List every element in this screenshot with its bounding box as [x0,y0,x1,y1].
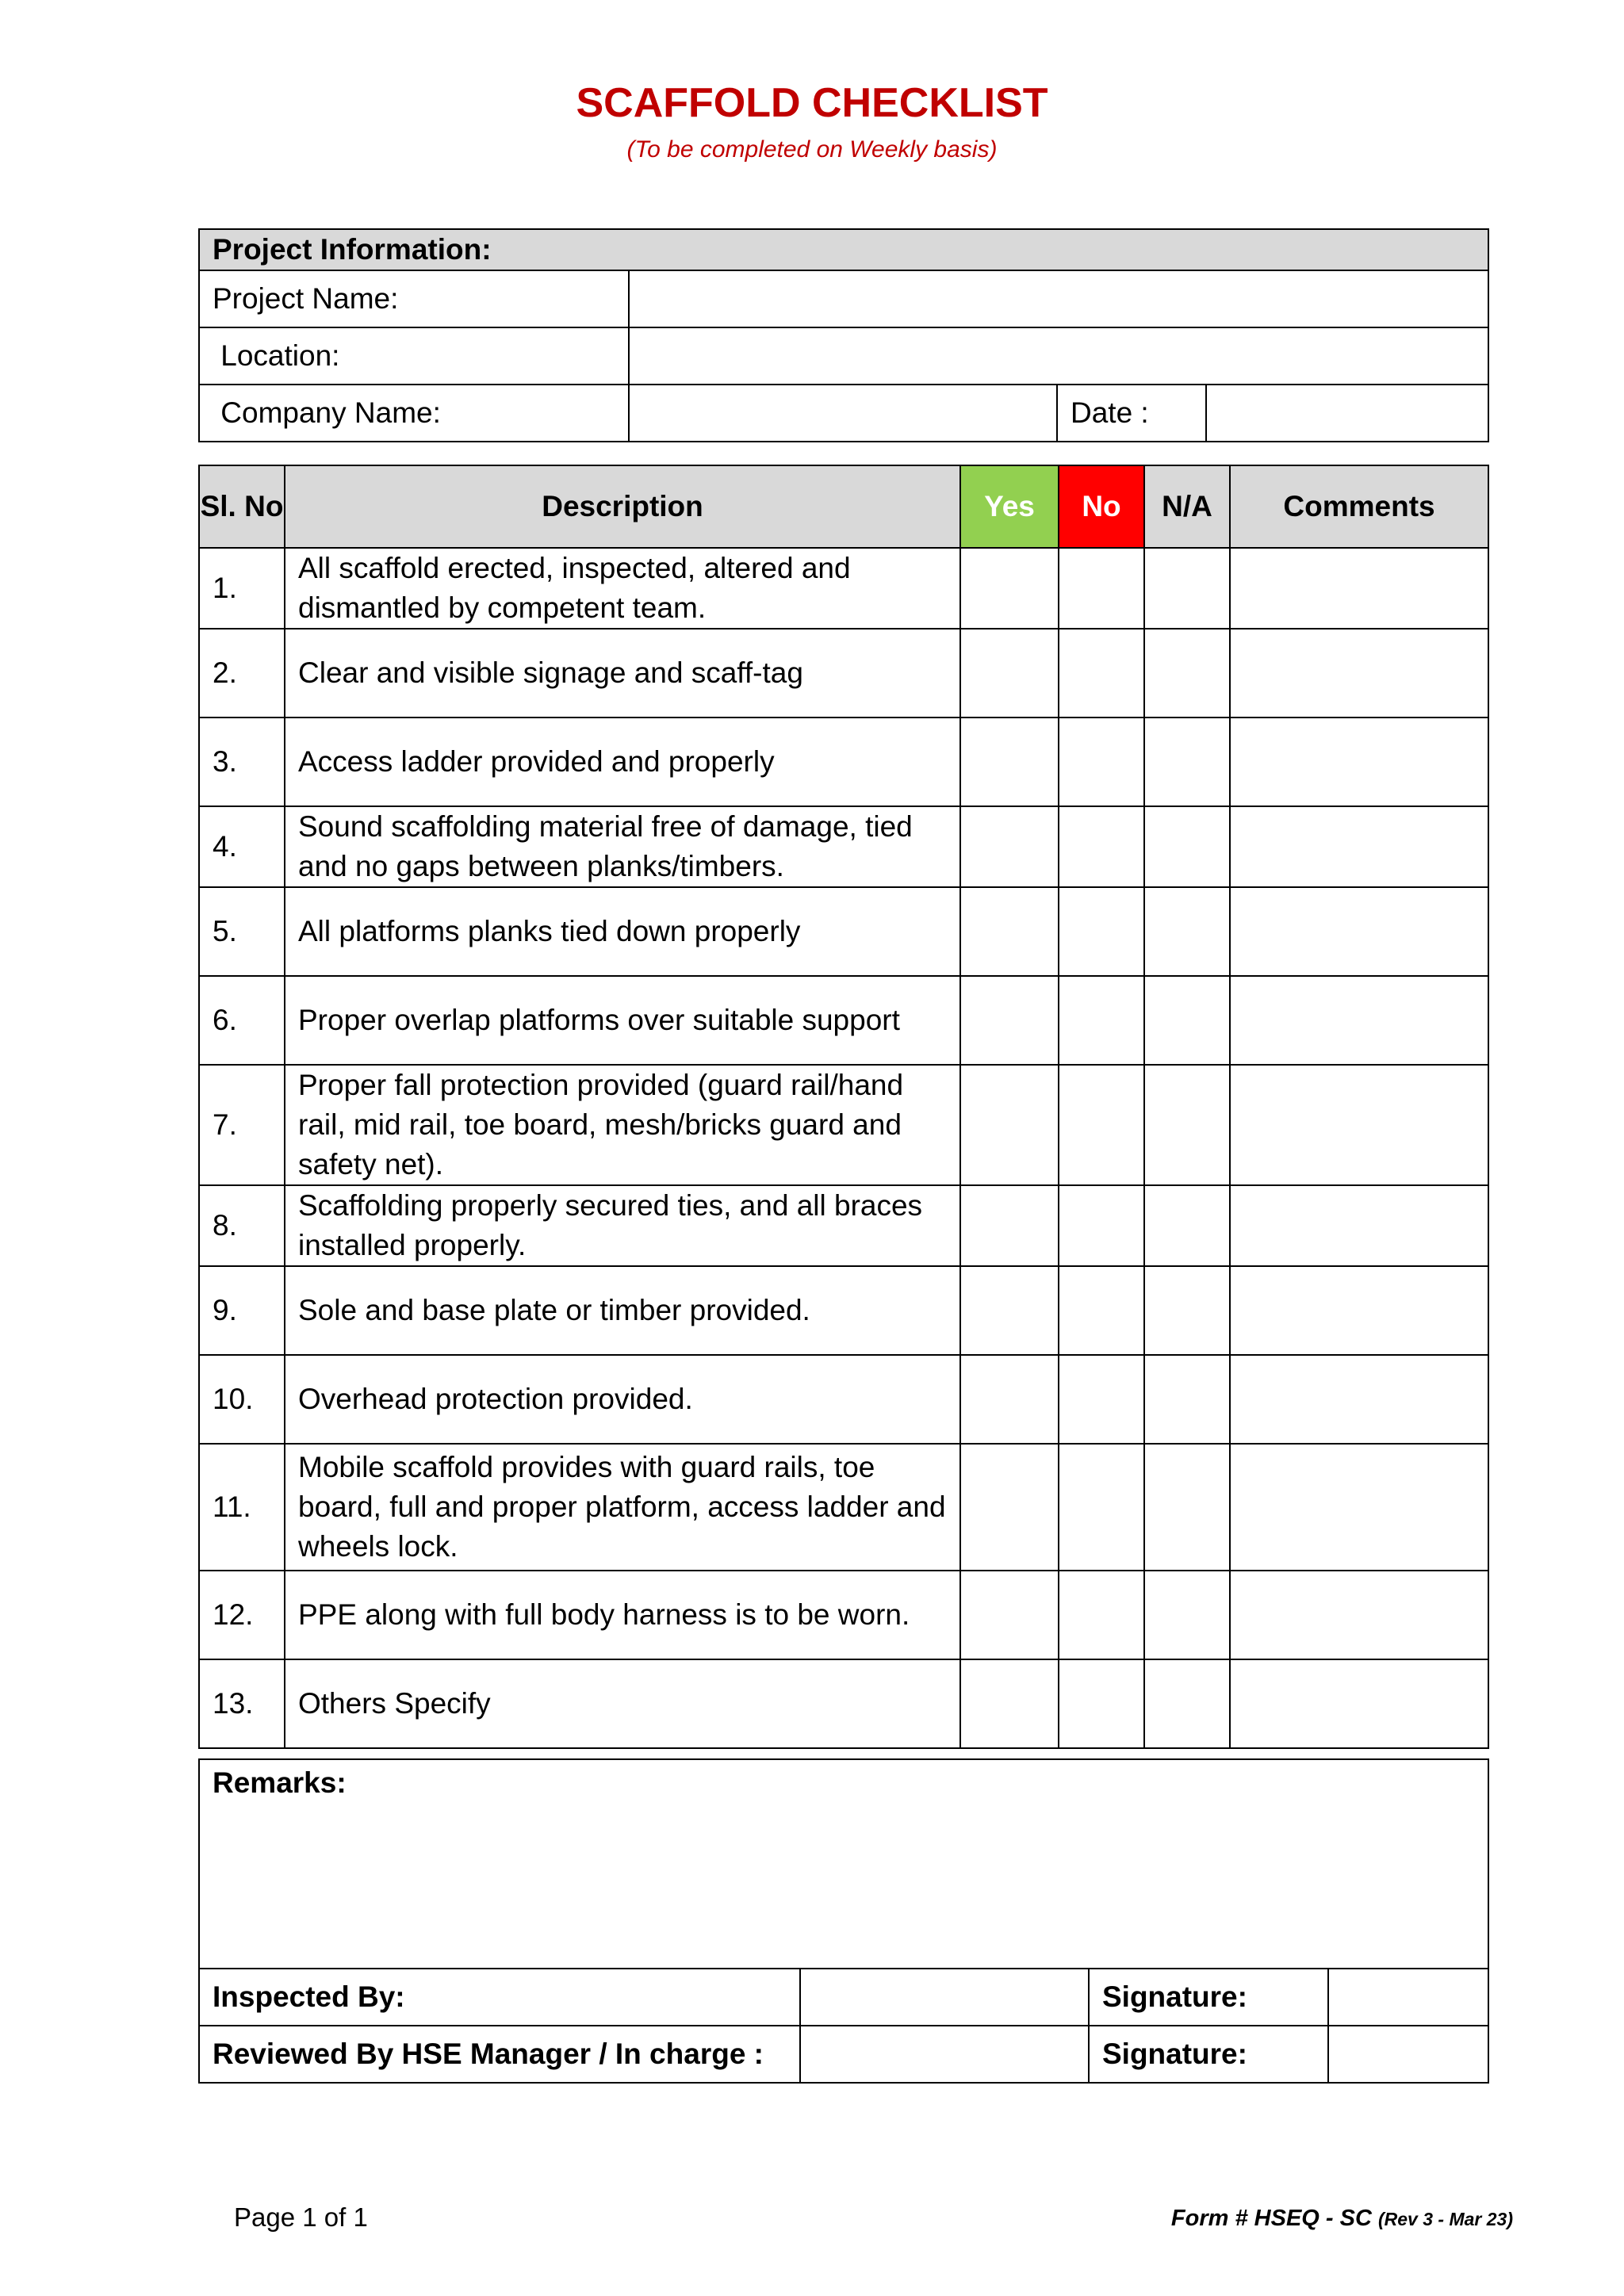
item-no-cell[interactable] [1059,1659,1144,1748]
item-na-cell[interactable] [1144,1571,1230,1659]
date-field[interactable] [1206,385,1488,442]
form-revision: (Rev 3 - Mar 23) [1377,2209,1513,2229]
checklist-row [199,1266,1488,1355]
item-comments-cell[interactable] [1230,1355,1488,1444]
item-yes-cell[interactable] [960,1659,1059,1748]
item-yes-cell[interactable] [960,1065,1059,1185]
item-yes-cell[interactable] [960,1185,1059,1266]
document-title: SCAFFOLD CHECKLIST [576,80,1048,126]
item-yes-cell[interactable] [960,887,1059,976]
item-yes-cell[interactable] [960,548,1059,629]
item-number: 13. [199,1659,285,1748]
item-yes-cell[interactable] [960,1444,1059,1571]
item-yes-cell[interactable] [960,976,1059,1065]
checklist-row [199,1185,1488,1266]
item-comments-cell[interactable] [1230,976,1488,1065]
reviewed-signature-label: Signature: [1089,2026,1328,2083]
item-number: 5. [199,887,285,976]
header-yes: Yes [960,465,1059,548]
document-subtitle: (To be completed on Weekly basis) [626,136,998,163]
item-number: 3. [199,718,285,806]
project-name-field[interactable] [629,270,1488,327]
item-comments-cell[interactable] [1230,548,1488,629]
item-comments-cell[interactable] [1230,1065,1488,1185]
item-number: 9. [199,1266,285,1355]
item-na-cell[interactable] [1144,548,1230,629]
company-name-label: Company Name: [199,385,629,442]
item-na-cell[interactable] [1144,1185,1230,1266]
item-na-cell[interactable] [1144,1444,1230,1571]
item-comments-cell[interactable] [1230,1185,1488,1266]
checklist-row [199,629,1488,718]
checklist-row [199,1659,1488,1748]
item-na-cell[interactable] [1144,1659,1230,1748]
item-no-cell[interactable] [1059,976,1144,1065]
item-description: Access ladder provided and properly [285,718,960,806]
form-code: Form # HSEQ - SC [1170,2206,1372,2231]
item-number: 7. [199,1065,285,1185]
reviewed-signature-field[interactable] [1328,2026,1488,2083]
reviewed-by-field[interactable] [800,2026,1089,2083]
item-na-cell[interactable] [1144,887,1230,976]
item-na-cell[interactable] [1144,1266,1230,1355]
item-description: Proper overlap platforms over suitable support [285,976,960,1065]
checklist-row [199,718,1488,806]
item-description: All platforms planks tied down properly [285,887,960,976]
item-description: Sole and base plate or timber provided. [285,1266,960,1355]
project-info-table [198,228,1489,442]
item-yes-cell[interactable] [960,1266,1059,1355]
item-no-cell[interactable] [1059,1444,1144,1571]
item-number: 1. [199,548,285,629]
item-description: Clear and visible signage and scaff-tag [285,629,960,718]
item-description: All scaffold erected, inspected, altered and dismantled by competent team. [285,548,960,629]
item-description: Scaffolding properly secured ties, and all braces installed properly. [285,1185,960,1266]
location-field[interactable] [629,327,1488,385]
item-na-cell[interactable] [1144,718,1230,806]
item-comments-cell[interactable] [1230,1571,1488,1659]
item-comments-cell[interactable] [1230,718,1488,806]
item-comments-cell[interactable] [1230,629,1488,718]
item-yes-cell[interactable] [960,629,1059,718]
checklist-row [199,1444,1488,1571]
item-no-cell[interactable] [1059,1266,1144,1355]
item-yes-cell[interactable] [960,806,1059,887]
item-number: 12. [199,1571,285,1659]
header-na: N/A [1144,465,1230,548]
date-label: Date : [1057,385,1206,442]
item-comments-cell[interactable] [1230,806,1488,887]
item-no-cell[interactable] [1059,806,1144,887]
item-no-cell[interactable] [1059,1571,1144,1659]
page-number: Page 1 of 1 [234,2202,368,2232]
item-description: Proper fall protection provided (guard rail/hand rail, mid rail, toe board, mesh/bricks guard and safety net). [285,1065,960,1185]
item-na-cell[interactable] [1144,806,1230,887]
checklist-table [198,465,1489,1749]
item-comments-cell[interactable] [1230,1444,1488,1571]
item-description: PPE along with full body harness is to be worn. [285,1571,960,1659]
company-name-field[interactable] [629,385,1057,442]
item-description: Others Specify [285,1659,960,1748]
header-description: Description [285,465,960,548]
item-number: 8. [199,1185,285,1266]
inspected-signature-label: Signature: [1089,1969,1328,2026]
item-number: 2. [199,629,285,718]
remarks-field[interactable] [199,1759,1488,1969]
checklist-row [199,1355,1488,1444]
reviewed-by-label: Reviewed By HSE Manager / In charge : [199,2026,800,2083]
item-na-cell[interactable] [1144,1355,1230,1444]
item-description: Mobile scaffold provides with guard rails, toe board, full and proper platform, access ladder and wheels lock. [285,1444,960,1571]
checklist-row [199,806,1488,887]
checklist-row [199,976,1488,1065]
item-number: 4. [199,806,285,887]
checklist-row [199,1065,1488,1185]
item-yes-cell[interactable] [960,1571,1059,1659]
item-no-cell[interactable] [1059,1355,1144,1444]
header-sl-no: Sl. No [199,465,285,548]
inspected-by-label: Inspected By: [199,1969,800,2026]
item-no-cell[interactable] [1059,629,1144,718]
checklist-row [199,887,1488,976]
item-comments-cell[interactable] [1230,1659,1488,1748]
item-no-cell[interactable] [1059,718,1144,806]
item-number: 10. [199,1355,285,1444]
location-label: Location: [199,327,629,385]
inspected-by-field[interactable] [800,1969,1089,2026]
remarks-signature-table [198,1758,1489,2084]
item-description: Sound scaffolding material free of damage, tied and no gaps between planks/timbers. [285,806,960,887]
item-no-cell[interactable] [1059,548,1144,629]
item-yes-cell[interactable] [960,1355,1059,1444]
item-no-cell[interactable] [1059,1065,1144,1185]
header-comments: Comments [1230,465,1488,548]
item-yes-cell[interactable] [960,718,1059,806]
checklist-row [199,1571,1488,1659]
project-name-label: Project Name: [199,270,629,327]
inspected-signature-field[interactable] [1328,1969,1488,2026]
item-no-cell[interactable] [1059,1185,1144,1266]
item-comments-cell[interactable] [1230,1266,1488,1355]
form-number [1171,2206,1513,2232]
item-na-cell[interactable] [1144,976,1230,1065]
item-number: 6. [199,976,285,1065]
item-comments-cell[interactable] [1230,887,1488,976]
item-no-cell[interactable] [1059,887,1144,976]
project-info-heading: Project Information: [199,229,1488,270]
header-no: No [1059,465,1144,548]
item-na-cell[interactable] [1144,629,1230,718]
item-na-cell[interactable] [1144,1065,1230,1185]
item-description: Overhead protection provided. [285,1355,960,1444]
checklist-row [199,548,1488,629]
remarks-label: Remarks: [213,1766,347,1799]
item-number: 11. [199,1444,285,1571]
